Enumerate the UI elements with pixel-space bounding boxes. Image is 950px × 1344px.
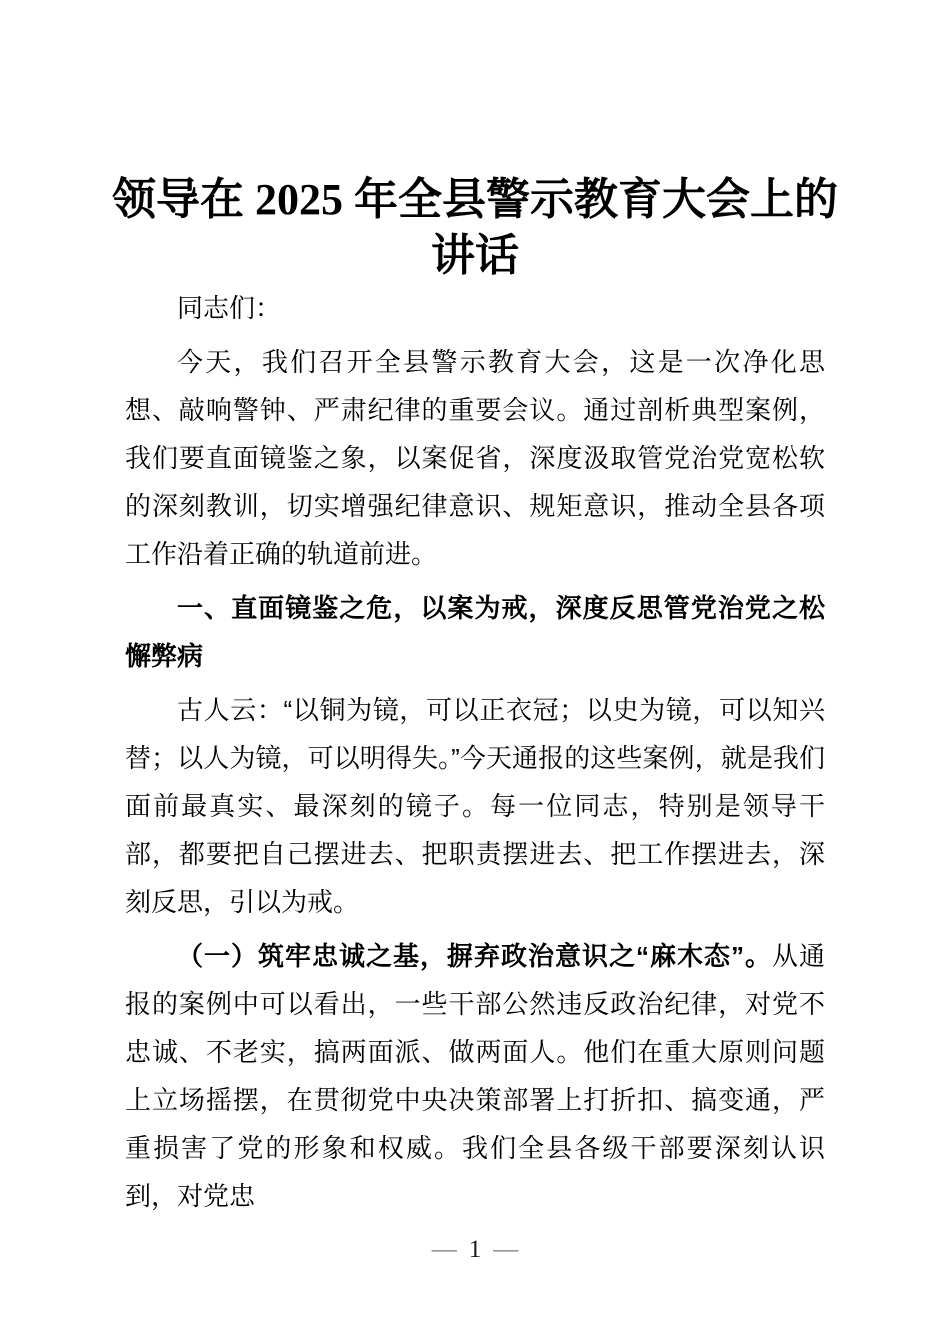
intro-paragraph: 今天，我们召开全县警示教育大会，这是一次净化思想、敲响警钟、严肃纪律的重要会议。通过剖析典型案例，我们要直面镜鉴之象，以案促省，深度汲取管党治党宽松软的深刻教训，切实增强纪律意识、规矩意识，推动全县各项工作沿着正确的轨道前进。 xyxy=(125,347,825,569)
footer-dash-right: — xyxy=(493,1236,519,1263)
subsection-1-lead: （一）筑牢忠诚之基，摒弃政治意识之“麻木态”。 xyxy=(177,941,772,971)
salutation-line: 同志们： xyxy=(177,293,282,323)
footer-dash-left: — xyxy=(431,1236,457,1263)
title-line-2: 讲话 xyxy=(431,231,519,280)
document-title xyxy=(0,0,950,284)
section-1-heading: 一、直面镜鉴之危，以案为戒，深度反思管党治党之松懈弊病 xyxy=(125,593,825,671)
page-number: 1 xyxy=(468,1236,482,1263)
document-body xyxy=(125,284,825,1220)
page-footer xyxy=(0,1236,950,1264)
section-1-subsection-1 xyxy=(125,932,825,1220)
title-line-1: 领导在 2025 年全县警示教育大会上的 xyxy=(112,175,838,224)
subsection-1-text: 从通报的案例中可以看出，一些干部公然违反政治纪律，对党不忠诚、不老实，搞两面派、做两面人。他们在重大原则问题上立场摇摆，在贯彻党中央决策部署上打折扣、搞变通，严重损害了党的形象和权威。我们全县各级干部要深刻认识到，对党忠 xyxy=(125,941,825,1211)
section-1-paragraph-1: 古人云：“以铜为镜，可以正衣冠；以史为镜，可以知兴替；以人为镜，可以明得失。”今天通报的这些案例，就是我们面前最真实、最深刻的镜子。每一位同志，特别是领导干部，都要把自己摆进去、把职责摆进去、把工作摆进去，深刻反思，引以为戒。 xyxy=(125,695,825,917)
